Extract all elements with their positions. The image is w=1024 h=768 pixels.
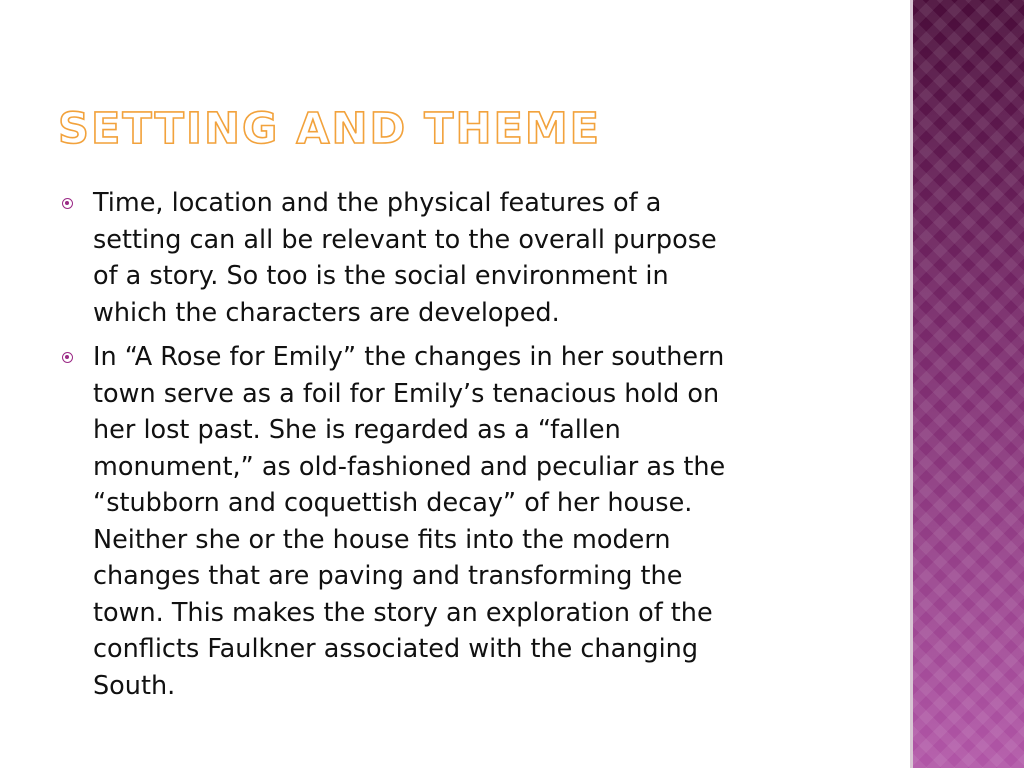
bullet-text — [93, 339, 858, 704]
bullet-line: setting can all be relevant to the overall purpose — [93, 224, 717, 255]
bullet-line: her lost past. She is regarded as a “fallen — [93, 415, 621, 445]
bullet-line: which the characters are developed. — [93, 297, 560, 328]
bullet-list — [58, 185, 858, 712]
bullet-line: In “A Rose for Emily” the changes in her southern — [93, 342, 725, 372]
bullet-line: “stubborn and coquettish decay” of her house. — [93, 488, 693, 518]
circled-dot-bullet-icon — [62, 198, 73, 209]
bullet-line: town serve as a foil for Emily’s tenacious hold on — [93, 378, 720, 409]
decorative-side-band — [913, 0, 1024, 768]
bullet-line: monument,” as old-fashioned and peculiar as the — [93, 451, 726, 482]
bullet-line: Neither she or the house fits into the modern — [93, 524, 671, 555]
bullet-line: conflicts Faulkner associated with the changing — [93, 634, 699, 664]
bullet-text — [93, 185, 858, 331]
circled-dot-bullet-icon — [62, 352, 73, 363]
bullet-line: of a story. So too is the social environment in — [93, 261, 669, 291]
slide-title: SETTING AND THEME — [58, 104, 602, 154]
bullet-item — [58, 185, 858, 331]
bullet-line: South. — [93, 670, 176, 701]
bullet-item — [58, 339, 858, 704]
bullet-line: town. This makes the story an exploration of the — [93, 597, 713, 628]
bullet-line: Time, location and the physical features of a — [93, 188, 662, 218]
bullet-line: changes that are paving and transforming the — [93, 561, 683, 591]
